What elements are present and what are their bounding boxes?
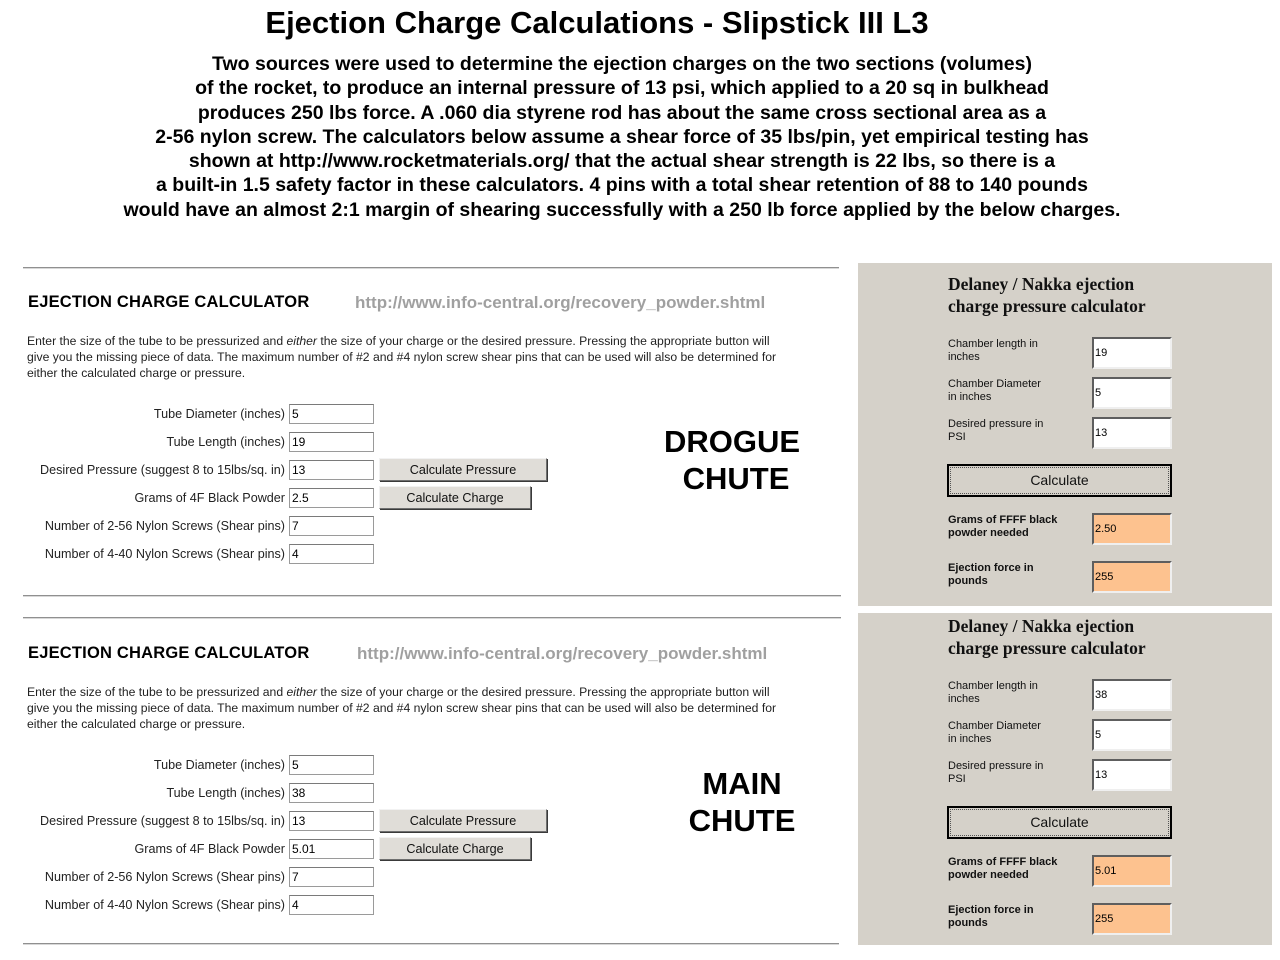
chamber-diameter-input[interactable] [1092, 377, 1172, 409]
chamber-length-input[interactable] [1092, 337, 1172, 369]
calculate-button[interactable]: Calculate [947, 806, 1172, 839]
tube-diameter-input[interactable] [289, 755, 374, 775]
tube-diameter-input[interactable] [289, 404, 374, 424]
ejection-force-label: Ejection force in pounds [948, 904, 1034, 929]
desired-pressure-label: Desired Pressure (suggest 8 to 15lbs/sq. in) [40, 814, 285, 828]
tube-length-label: Tube Length (inches) [166, 435, 285, 449]
divider [23, 267, 839, 269]
calculator-source-url: http://www.info-central.org/recovery_powder.shtml [357, 644, 768, 663]
nylon-4-40-input[interactable] [289, 895, 374, 915]
nakka-panel-title: Delaney / Nakka ejection charge pressure calculator [948, 616, 1146, 658]
intro-line: shown at http://www.rocketmaterials.org/ that the actual shear strength is 22 lbs, so there is a [188, 150, 1056, 173]
tube-length-input[interactable] [289, 432, 374, 452]
nylon-2-56-label: Number of 2-56 Nylon Screws (Shear pins) [44, 870, 285, 884]
nylon-4-40-label: Number of 4-40 Nylon Screws (Shear pins) [44, 547, 285, 561]
grams-needed-output [1092, 513, 1172, 545]
drogue-chute-label: DROGUE CHUTE [663, 424, 801, 496]
black-powder-input[interactable] [289, 839, 374, 859]
desired-pressure-input[interactable] [1092, 759, 1172, 791]
ejection-force-output [1092, 561, 1172, 593]
nakka-calculator-panel [858, 613, 1272, 945]
grams-needed-label: Grams of FFFF black powder needed [948, 856, 1058, 881]
chamber-diameter-label: Chamber Diameter in inches [948, 378, 1041, 403]
desired-pressure-label: Desired pressure in PSI [948, 418, 1044, 443]
calculate-pressure-button[interactable]: Calculate Pressure [379, 809, 547, 832]
black-powder-input[interactable] [289, 488, 374, 508]
chamber-length-input[interactable] [1092, 679, 1172, 711]
intro-line: produces 250 lbs force. A .060 dia styrene rod has about the same cross sectional area as a [197, 101, 1047, 124]
chamber-length-label: Chamber length in inches [948, 338, 1038, 363]
intro-line: 2-56 nylon screw. The calculators below assume a shear force of 35 lbs/pin, yet empirical testing has [155, 125, 1089, 148]
calculate-pressure-button[interactable]: Calculate Pressure [379, 458, 547, 481]
desired-pressure-input[interactable] [289, 811, 374, 831]
tube-diameter-label: Tube Diameter (inches) [153, 407, 285, 421]
calculate-charge-button[interactable]: Calculate Charge [379, 486, 531, 509]
nakka-calculator-panel [858, 263, 1272, 606]
ejection-force-label: Ejection force in pounds [948, 562, 1034, 587]
black-powder-label: Grams of 4F Black Powder [134, 842, 285, 856]
desired-pressure-label: Desired Pressure (suggest 8 to 15lbs/sq. in) [40, 463, 285, 477]
tube-diameter-label: Tube Diameter (inches) [153, 758, 285, 772]
nylon-2-56-input[interactable] [289, 516, 374, 536]
tube-length-label: Tube Length (inches) [166, 786, 285, 800]
tube-length-input[interactable] [289, 783, 374, 803]
nylon-4-40-input[interactable] [289, 544, 374, 564]
nylon-4-40-label: Number of 4-40 Nylon Screws (Shear pins) [44, 898, 285, 912]
calculator-description: Enter the size of the tube to be pressurized and either the size of your charge or the desired pressure. Pressing the appropriate button will give you the missing piece of data. The maximum number of #2 and #4 nylon screw shear pins that can be used will also be determined for either the calculated charge or pressure. [27, 685, 777, 732]
intro-paragraph [0, 52, 1244, 222]
divider [23, 595, 841, 597]
divider [23, 617, 841, 619]
calculate-charge-button[interactable]: Calculate Charge [379, 837, 531, 860]
desired-pressure-input[interactable] [1092, 417, 1172, 449]
intro-line: a built-in 1.5 safety factor in these calculators. 4 pins with a total shear retention of 88 to 140 pounds [156, 174, 1088, 197]
chamber-diameter-input[interactable] [1092, 719, 1172, 751]
grams-needed-label: Grams of FFFF black powder needed [948, 514, 1058, 539]
nylon-2-56-input[interactable] [289, 867, 374, 887]
nylon-2-56-label: Number of 2-56 Nylon Screws (Shear pins) [44, 519, 285, 533]
desired-pressure-input[interactable] [289, 460, 374, 480]
nakka-panel-title: Delaney / Nakka ejection charge pressure calculator [948, 274, 1146, 316]
desired-pressure-label: Desired pressure in PSI [948, 760, 1044, 785]
intro-line: would have an almost 2:1 margin of shearing successfully with a 250 lb force applied by the below charges. [123, 198, 1121, 221]
calculator-description: Enter the size of the tube to be pressurized and either the size of your charge or the desired pressure. Pressing the appropriate button will give you the missing piece of data. The maximum number of #2 and #4 nylon screw shear pins that can be used will also be determined for either the calculated charge or pressure. [27, 334, 777, 381]
calculate-button[interactable]: Calculate [947, 464, 1172, 497]
chamber-diameter-label: Chamber Diameter in inches [948, 720, 1041, 745]
intro-line: of the rocket, to produce an internal pressure of 13 psi, which applied to a 20 sq in bulkhead [195, 77, 1049, 100]
calculator-heading: EJECTION CHARGE CALCULATOR [28, 644, 310, 662]
grams-needed-output [1092, 855, 1172, 887]
ejection-force-output [1092, 903, 1172, 935]
calculator-heading: EJECTION CHARGE CALCULATOR [28, 293, 310, 311]
intro-line: Two sources were used to determine the ejection charges on the two sections (volumes) [212, 53, 1032, 75]
page-title: Ejection Charge Calculations - Slipstick III L3 [265, 5, 929, 40]
divider [23, 943, 839, 945]
black-powder-label: Grams of 4F Black Powder [134, 491, 285, 505]
chamber-length-label: Chamber length in inches [948, 680, 1038, 705]
calculator-source-url: http://www.info-central.org/recovery_powder.shtml [355, 293, 766, 312]
main-chute-label: MAIN CHUTE [688, 766, 796, 838]
